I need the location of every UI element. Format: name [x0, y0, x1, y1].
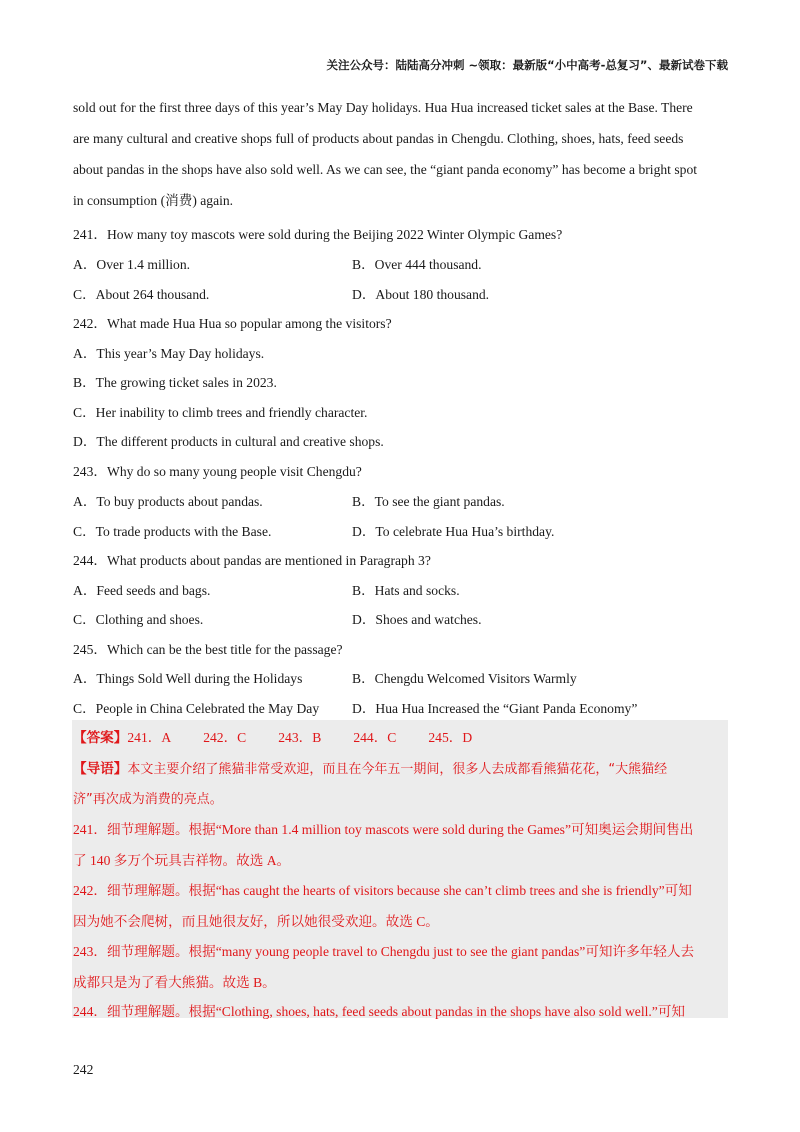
passage-line: in consumption (消费) again. — [73, 193, 234, 208]
explanation-243-line: 成都只是为了看大熊猫。故选 B。 — [73, 975, 276, 990]
guide-line — [73, 757, 667, 777]
guide-label: 【导语】 — [73, 761, 128, 777]
question-242-stem: 242．What made Hua Hua so popular among the visitors? — [73, 316, 392, 331]
q243-option-b: B．To see the giant pandas. — [352, 494, 505, 509]
q242-option-a: A．This year’s May Day holidays. — [73, 346, 265, 361]
q244-option-a: A．Feed seeds and bags. — [73, 583, 211, 598]
q244-option-b: B．Hats and socks. — [352, 583, 460, 598]
explanation-241-line: 了 140 多万个玩具吉祥物。故选 A。 — [73, 853, 291, 868]
explanation-241-line: 241．细节理解题。根据“More than 1.4 million toy mascots were sold during the Games”可知奥运会期间售出 — [73, 822, 694, 837]
question-243-stem: 243．Why do so many young people visit Chengdu? — [73, 464, 362, 479]
q244-option-d: D．Shoes and watches. — [352, 612, 482, 627]
q244-option-c: C．Clothing and shoes. — [73, 612, 204, 627]
question-244-stem: 244．What products about pandas are mentioned in Paragraph 3? — [73, 553, 431, 568]
q245-option-a: A．Things Sold Well during the Holidays — [73, 671, 303, 686]
page-header: 关注公众号：陆陆高分冲刺 ~领取：最新版“小中高考-总复习”、最新试卷下载 — [326, 58, 728, 72]
guide-text: 本文主要介绍了熊猫非常受欢迎，而且在今年五一期间，很多人去成都看熊猫花花，“大熊猫经 — [127, 762, 668, 777]
explanation-242-line: 因为她不会爬树，而且她很友好，所以她很受欢迎。故选 C。 — [73, 914, 439, 929]
q241-option-c: C．About 264 thousand. — [73, 287, 210, 302]
explanation-243-line: 243．细节理解题。根据“many young people travel to Chengdu just to see the giant pandas”可知许多年轻人去 — [73, 944, 695, 959]
q245-option-b: B．Chengdu Welcomed Visitors Warmly — [352, 671, 577, 686]
passage-line: sold out for the first three days of this year’s May Day holidays. Hua Hua increased ticket sales at the Base. There — [73, 100, 693, 115]
passage-line: are many cultural and creative shops full of products about pandas in Chengdu. Clothing, shoes, hats, feed seeds — [73, 131, 684, 146]
question-245-stem: 245．Which can be the best title for the passage? — [73, 642, 343, 657]
question-241-stem: 241．How many toy mascots were sold during the Beijing 2022 Winter Olympic Games? — [73, 227, 563, 242]
q245-option-c: C．People in China Celebrated the May Day — [73, 701, 320, 716]
q242-option-d: D．The different products in cultural and creative shops. — [73, 434, 384, 449]
q243-option-d: D．To celebrate Hua Hua’s birthday. — [352, 524, 555, 539]
explanation-244-line: 244．细节理解题。根据“Clothing, shoes, hats, feed seeds about pandas in the shops have also sold well.”可知 — [73, 1004, 686, 1019]
answer-key-item: 245．D — [428, 730, 473, 745]
q243-option-c: C．To trade products with the Base. — [73, 524, 272, 539]
answer-key-item: 243．B — [278, 730, 322, 745]
answer-key-item: 242．C — [203, 730, 247, 745]
guide-line: 济”再次成为消费的亮点。 — [73, 792, 223, 807]
answer-key-label: 【答案】 — [73, 730, 128, 746]
passage-paragraph — [73, 92, 728, 216]
q241-option-d: D．About 180 thousand. — [352, 287, 490, 302]
passage-line: about pandas in the shops have also sold well. As we can see, the “giant panda economy” has become a bright spot — [73, 162, 698, 177]
q242-option-b: B．The growing ticket sales in 2023. — [73, 375, 277, 390]
q243-option-a: A．To buy products about pandas. — [73, 494, 263, 509]
q241-option-b: B．Over 444 thousand. — [352, 257, 482, 272]
answer-key-line — [73, 726, 472, 746]
q241-option-a: A．Over 1.4 million. — [73, 257, 191, 272]
q245-option-d: D．Hua Hua Increased the “Giant Panda Economy” — [352, 701, 638, 716]
q242-option-c: C．Her inability to climb trees and friendly character. — [73, 405, 368, 420]
page-number: 242 — [73, 1062, 94, 1077]
answer-key-item: 241．A — [127, 730, 172, 745]
explanation-242-line: 242．细节理解题。根据“has caught the hearts of visitors because she can’t climb trees and she is friendly”可知 — [73, 883, 692, 898]
answer-key-item: 244．C — [353, 730, 397, 745]
